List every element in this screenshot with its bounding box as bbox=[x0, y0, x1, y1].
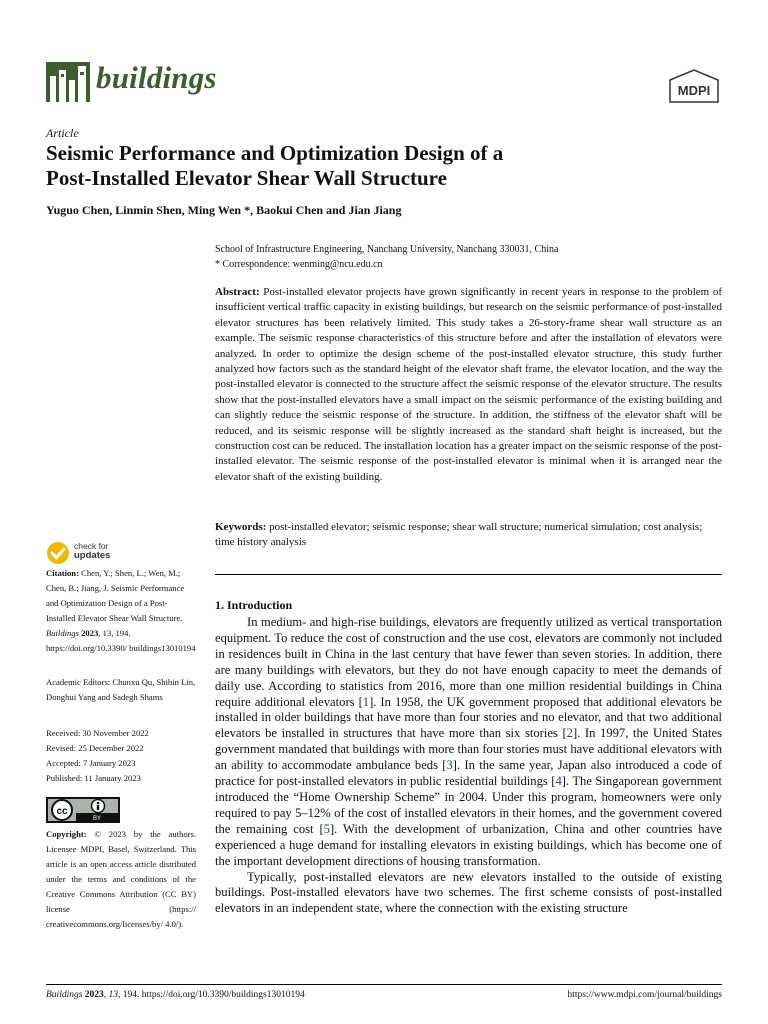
reference-link-4[interactable]: 4 bbox=[555, 774, 562, 789]
check-updates-icon bbox=[46, 541, 70, 565]
title-line-2: Post-Installed Elevator Shear Wall Structure bbox=[46, 166, 447, 190]
date-accepted: Accepted: 7 January 2023 bbox=[46, 758, 136, 768]
reference-link-3[interactable]: 3 bbox=[446, 758, 453, 773]
date-published: Published: 11 January 2023 bbox=[46, 773, 141, 783]
check-updates-line-2: updates bbox=[74, 550, 111, 561]
reference-link-1[interactable]: 1 bbox=[362, 694, 370, 709]
abstract-label: Abstract: bbox=[215, 286, 260, 298]
check-updates-line-1: check for bbox=[74, 541, 109, 551]
footer-citation: Buildings 2023, 13, 194. https://doi.org/10.3390/buildings13010194 bbox=[46, 990, 305, 1000]
journal-name: buildings bbox=[96, 60, 217, 95]
check-for-updates-badge[interactable] bbox=[46, 541, 166, 565]
affiliation-block bbox=[215, 242, 558, 272]
author-list: Yuguo Chen, Linmin Shen, Ming Wen *, Baokui Chen and Jian Jiang bbox=[46, 203, 402, 217]
keywords bbox=[215, 520, 722, 551]
correspondence-email[interactable]: wenming@ncu.edu.cn bbox=[292, 259, 383, 270]
keywords-text: post-installed elevator; seismic response; shear wall structure; numerical simulation; cost analysis; time history analysis bbox=[215, 521, 703, 549]
mdpi-logo-icon bbox=[666, 68, 722, 104]
footer-divider bbox=[46, 984, 722, 985]
citation: Citation: Chen, Y.; Shen, L.; Wen, M.; Chen, B.; Jiang, J. Seismic Performance and Optimization Design of a Post-Installed Elevator Shear Wall Structure. Buildings 2023, 13, 194. https://doi.org/10.3390/ buildings13010194 bbox=[46, 568, 196, 653]
cc-by-license-icon[interactable] bbox=[46, 797, 120, 823]
section-heading-introduction: 1. Introduction bbox=[215, 598, 293, 612]
publisher-name: MDPI bbox=[677, 83, 711, 98]
copyright-notice: Copyright: © 2023 by the authors. Licensee MDPI, Basel, Switzerland. This article is an open access article distributed under the terms and conditions of the Creative Commons Attribution (CC BY) license (https:// creativecommons.org/licenses/by/ 4.0/). bbox=[46, 829, 196, 929]
cc-label: BY bbox=[92, 816, 102, 822]
date-received: Received: 30 November 2022 bbox=[46, 728, 149, 738]
correspondence: * Correspondence: wenming@ncu.edu.cn bbox=[215, 259, 383, 270]
introduction-body bbox=[215, 615, 722, 917]
intro-paragraph-1: In medium- and high-rise buildings, elevators are frequently utilized as vertical transportation equipment. To reduce the cost of construction and the use cost, elevators are commonly not included in residences built in China in the last century that have fewer than seven stories. In addition, there are many buildings with elevators, but they do not have enough capacity to meet the demands of daily use. According to statistics from 2016, more than one million residential buildings in China require additional elevators [1]. In 1958, the UK government proposed that additional elevators be installed in older buildings that have more than four stories and no elevator, and that two additional elevators be installed in structures that have more than six stories [2]. In 1997, the United States government mandated that buildings with more than four stories must have additional elevators with an ability to accommodate ambulance beds [3]. In the same year, Japan also introduced a code of practice for post-installed elevators in public residential buildings [4]. The Singaporean government introduced the “Home Ownership Scheme” in 2004. Under this program, homeowners were only required to pay 5–12% of the cost of installed elevators in their homes, and the government covered the remaining cost [5]. With the development of urbanization, China and other countries have experienced a huge demand for installing elevators in existing buildings, which has become one of the important development directions of housing transformation. bbox=[215, 615, 723, 868]
svg-text:cc: cc bbox=[56, 806, 68, 817]
abstract bbox=[215, 285, 722, 485]
article-title bbox=[46, 141, 686, 191]
intro-paragraph-2: Typically, post-installed elevators are new elevators installed to the outside of existing buildings. Post-installed elevators have two schemes. The first scheme consists of post-installed elevators in an independent state, where the connection with the existing structure bbox=[215, 869, 722, 916]
article-dates bbox=[46, 726, 196, 786]
footer-journal-url[interactable]: https://www.mdpi.com/journal/buildings bbox=[567, 990, 722, 1000]
keywords-label: Keywords: bbox=[215, 521, 267, 533]
affiliation: School of Infrastructure Engineering, Nanchang University, Nanchang 330031, China bbox=[215, 244, 559, 255]
title-line-1: Seismic Performance and Optimization Design of a bbox=[46, 141, 504, 165]
reference-link-5[interactable]: 5 bbox=[323, 821, 330, 836]
article-type: Article bbox=[46, 126, 79, 140]
footer-doi[interactable]: , 194. https://doi.org/10.3390/buildings13010194 bbox=[118, 990, 305, 1000]
journal-logo-icon bbox=[46, 62, 90, 102]
section-divider bbox=[215, 574, 722, 575]
reference-link-2[interactable]: 2 bbox=[566, 726, 573, 741]
academic-editors: Academic Editors: Chunxu Qu, Shibin Lin, Donghui Yang and Sadegh Shams bbox=[46, 677, 196, 702]
abstract-text: Post-installed elevator projects have grown significantly in recent years in response to the problem of insufficient vertical traffic capacity in existing buildings, but research on the seismic performance of post-installed elevator structures has been relatively limited. This study takes a 26-story-frame shear wall structure as an example. The seismic response characteristics of this structure before and after the installation of elevators were analyzed. In order to optimize the design scheme of the post-installed elevator structure, this study further analyzed how factors such as the standard height of the elevator shaft frame, the elevator location, and the way the post-installed elevator is connected to the structure affect the seismic response of the elevator structure. The results show that the post-installed elevators have a small impact on the seismic performance of the existing building and can slightly reduce the seismic response of the structure. In addition, the stiffness of the elevator shaft will be reduced, and its seismic response will be slightly increased as the standard shaft height is increased, but the construction cost can be reduced. The installation location has a greater impact on the seismic response of the post-installed elevator. The seismic response of the post-installed elevator is minimal when it is arranged near the elevator shaft of the existing building. bbox=[215, 286, 723, 483]
date-revised: Revised: 25 December 2022 bbox=[46, 743, 144, 753]
citation-doi[interactable]: , 13, 194. https://doi.org/10.3390/ buildings13010194 bbox=[46, 628, 196, 653]
